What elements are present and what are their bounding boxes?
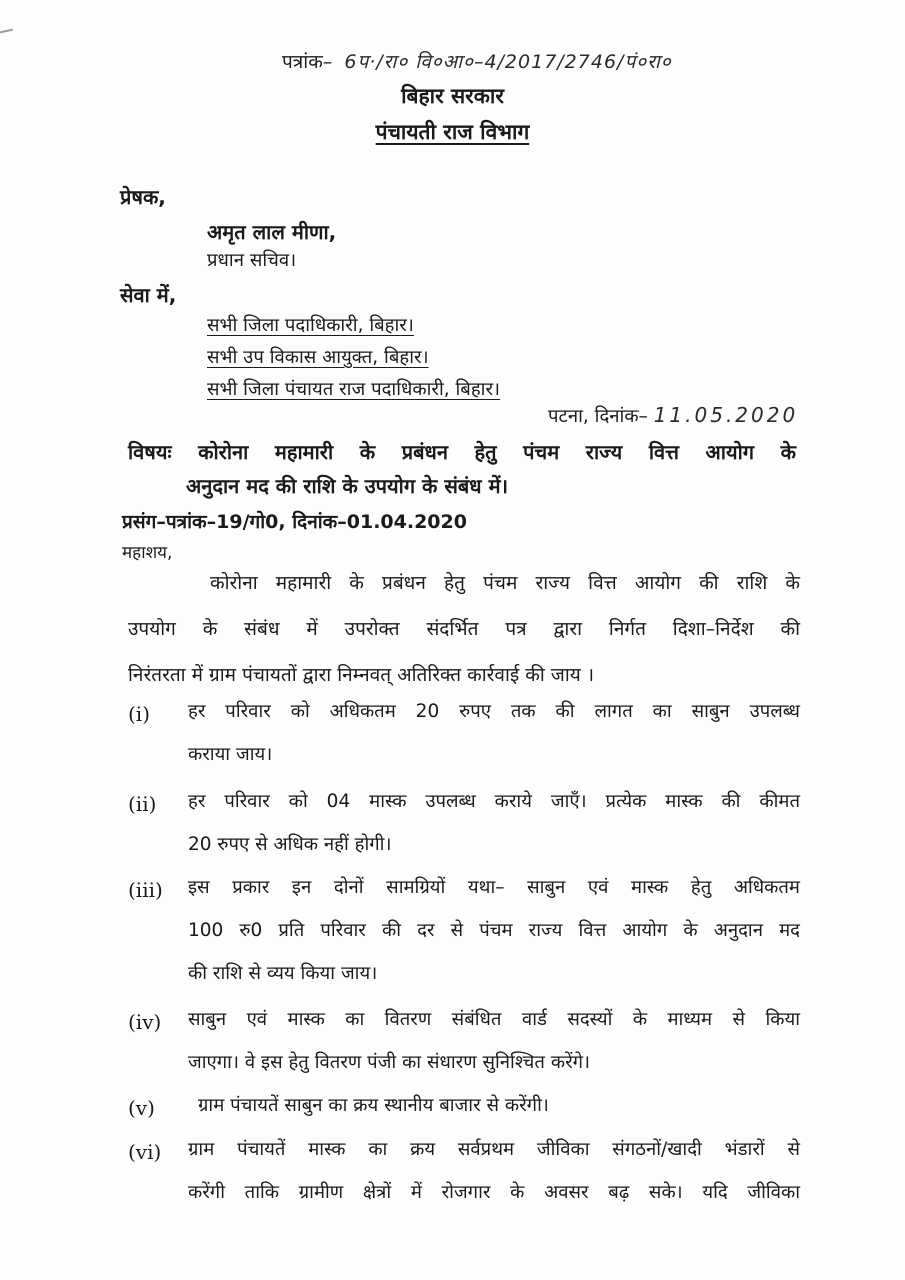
subject-line-2: अनुदान मद की राशि के उपयोग के संबंध में। <box>186 474 509 498</box>
place-date-label: पटना, दिनांक– <box>548 406 648 427</box>
body-line: उपयोग के संबंध में उपरोक्त संदर्भित पत्र द्वारा निर्गत दिशा–निर्देश की <box>128 618 800 640</box>
ref-label: पत्रांक– <box>282 51 333 73</box>
list-item <box>198 1084 810 1127</box>
subject-line-1: विषयः कोरोना महामारी के प्रबंधन हेतु पंचम राज्य वित्त आयोग के <box>128 440 796 464</box>
list-item <box>188 690 800 776</box>
item-line: हर परिवार को 04 मास्क उपलब्ध कराये जाएँ। प्रत्येक मास्क की कीमत <box>188 791 800 812</box>
item-line: इस प्रकार इन दोनों सामग्रियों यथा– साबुन एवं मास्क हेतु अधिकतम <box>188 877 800 898</box>
item-line: 100 रु0 प्रति परिवार की दर से पंचम राज्य वित्त आयोग के अनुदान मद <box>188 920 800 941</box>
recipient-line: सभी उप विकास आयुक्त, बिहार। <box>207 347 429 368</box>
list-item <box>188 866 800 995</box>
item-line: ग्राम पंचायतें साबुन का क्रय स्थानीय बाजार से करेंगी। <box>198 1095 549 1116</box>
recipient-line: सभी जिला पंचायत राज पदाधिकारी, बिहार। <box>207 379 501 400</box>
item-line: कराया जाय। <box>188 744 273 765</box>
ref-number-line <box>282 48 672 74</box>
recipient-label: सेवा में, <box>120 283 177 307</box>
scan-mark <box>0 29 15 44</box>
salutation: महाशय, <box>122 543 173 563</box>
sender-label: प्रेषक, <box>120 185 166 209</box>
handwritten-date: 11.05.2020 <box>653 403 799 427</box>
item-number: (i) <box>128 702 151 726</box>
item-line: की राशि से व्यय किया जाय। <box>188 963 378 984</box>
item-line: करेंगी ताकि ग्रामीण क्षेत्रों में रोजगार के अवसर बढ़ सके। यदि जीविका <box>188 1182 800 1203</box>
item-line: जाएगा। वे इस हेतु वितरण पंजी का संधारण सुनिश्चित करेंगे। <box>188 1052 591 1073</box>
item-number: (iv) <box>128 1010 162 1034</box>
recipient-line: सभी जिला पदाधिकारी, बिहार। <box>207 315 414 336</box>
item-number: (vi) <box>128 1140 162 1164</box>
item-line: साबुन एवं मास्क का वितरण संबंधित वार्ड सदस्यों के माध्यम से किया <box>188 1009 800 1030</box>
item-number: (iii) <box>128 878 163 902</box>
ref-number-handwritten: 6प·/रा० वि०आ०–4/2017/2746/पं०रा० <box>344 51 672 73</box>
item-number: (ii) <box>128 792 157 816</box>
government-title: बिहार सरकार <box>401 84 504 108</box>
item-number: (v) <box>128 1096 155 1120</box>
sender-designation: प्रधान सचिव। <box>207 250 297 271</box>
body-paragraph <box>128 560 800 698</box>
item-line: 20 रुपए से अधिक नहीं होगी। <box>188 834 392 855</box>
list-item <box>188 1128 800 1214</box>
list-item <box>188 780 800 866</box>
item-line: हर परिवार को अधिकतम 20 रुपए तक की लागत का साबुन उपलब्ध <box>188 701 800 722</box>
department-title: पंचायती राज विभाग <box>375 120 530 144</box>
sender-name: अमृत लाल मीणा, <box>207 220 337 244</box>
body-line: निरंतरता में ग्राम पंचायतों द्वारा निम्नवत् अतिरिक्त कार्रवाई की जाय । <box>128 664 595 686</box>
body-line: कोरोना महामारी के प्रबंधन हेतु पंचम राज्य वित्त आयोग की राशि के <box>210 572 800 594</box>
reference-line: प्रसंग–पत्रांक–19/गो0, दिनांक–01.04.2020 <box>122 511 467 533</box>
department-title-wrap <box>0 118 905 146</box>
list-item <box>188 998 800 1084</box>
item-line: ग्राम पंचायतें मास्क का क्रय सर्वप्रथम जीविका संगठनों/खादी भंडारों से <box>188 1139 800 1160</box>
place-date <box>548 403 798 428</box>
